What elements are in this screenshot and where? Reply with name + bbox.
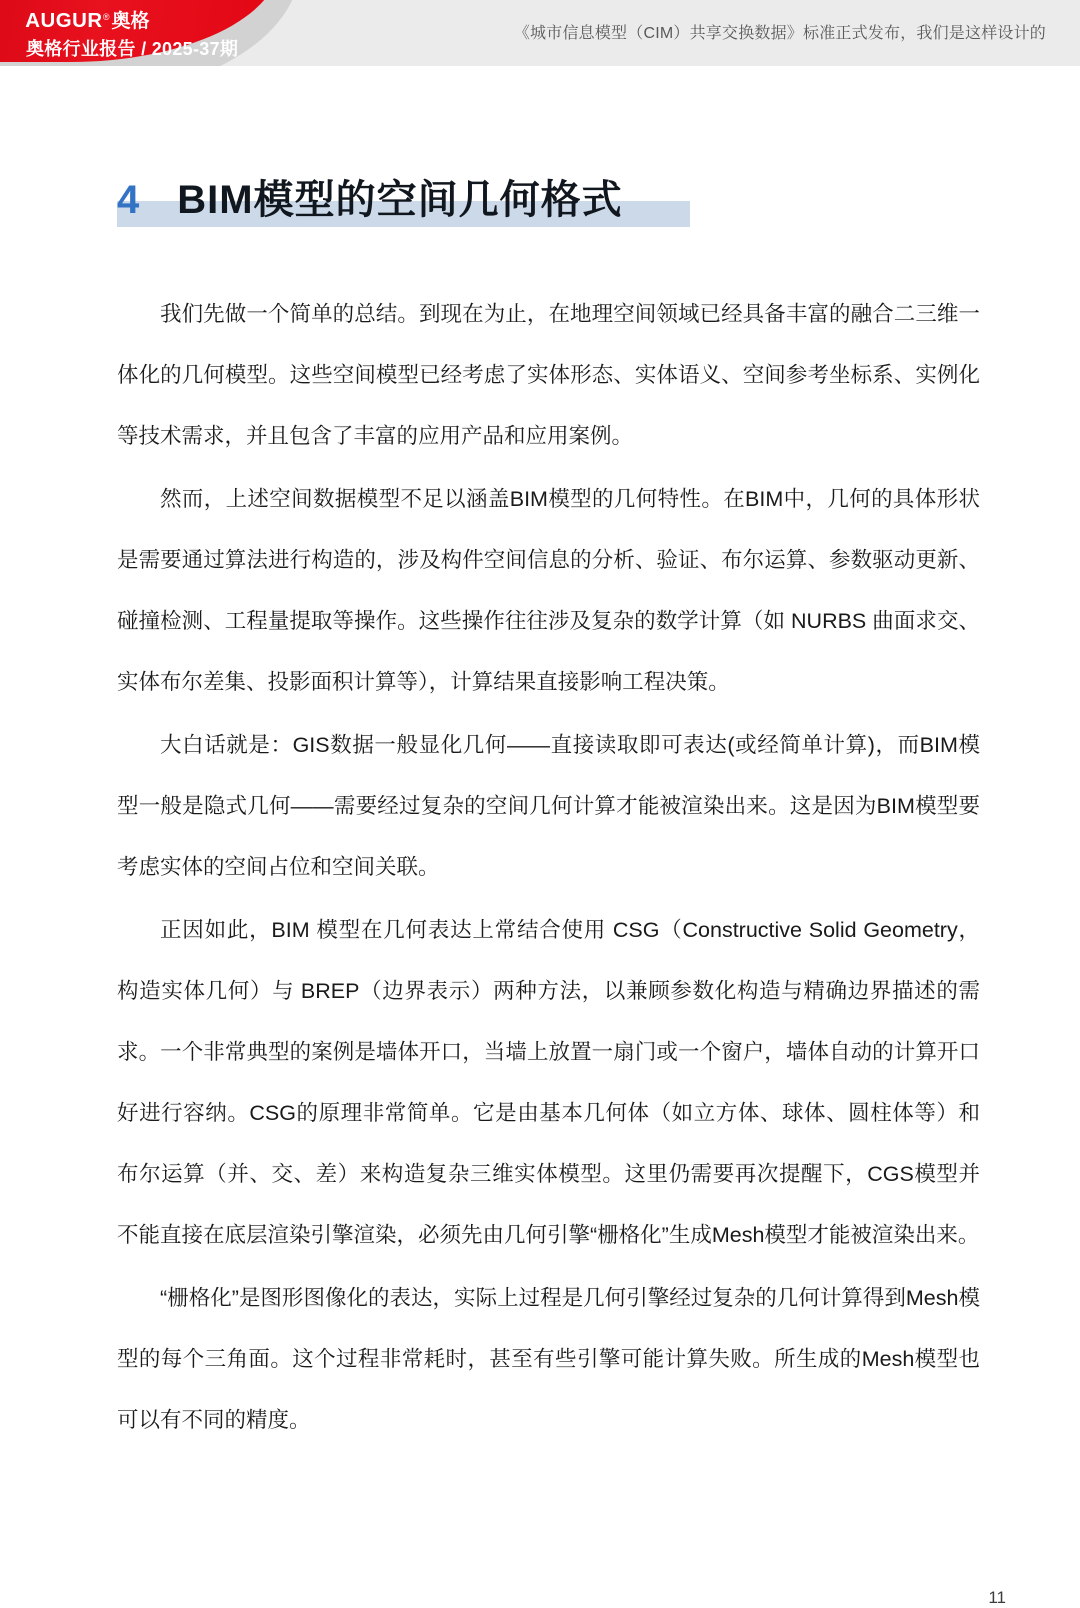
section-title: BIM模型的空间几何格式 xyxy=(177,178,623,222)
running-header-title: 《城市信息模型（CIM）共享交换数据》标准正式发布，我们是这样设计的 xyxy=(513,25,1046,42)
page-number: 11 xyxy=(988,1588,1006,1607)
logo-row xyxy=(26,6,266,30)
report-issue-label: 奥格行业报告 / 2025-37期 xyxy=(26,39,239,59)
paragraph: 然而，上述空间数据模型不足以涵盖BIM模型的几何特性。在BIM中，几何的具体形状是需要通过算法进行构造的，涉及构件空间信息的分析、验证、布尔运算、参数驱动更新、碰撞检测、工程量提取等操作。这些操作往往涉及复杂的数学计算（如 NURBS 曲面求交、实体布尔差集、投影面积计算等），计算结果直接影响工程决策。 xyxy=(117,487,980,694)
section-heading xyxy=(0,164,1080,236)
body-copy xyxy=(117,284,980,1451)
page-header xyxy=(0,0,1080,66)
logo-wordmark-cn: 奥格 xyxy=(111,11,150,32)
registered-trademark-icon: ® xyxy=(102,12,110,22)
section-number: 4 xyxy=(117,178,140,222)
paragraph: 大白话就是：GIS数据一般显化几何——直接读取即可表达(或经简单计算)，而BIM模型一般是隐式几何——需要经过复杂的空间几何计算才能被渲染出来。这是因为BIM模型要考虑实体的空间占位和空间关联。 xyxy=(117,733,980,879)
page-content xyxy=(0,164,1080,1607)
paragraph: 正因如此，BIM 模型在几何表达上常结合使用 CSG（Constructive Solid Geometry，构造实体几何）与 BREP（边界表示）两种方法，以兼顾参数化构造与精确边界描述的需求。一个非常典型的案例是墙体开口，当墙上放置一扇门或一个窗户，墙体自动的计算开口好进行容纳。CSG的原理非常简单。它是由基本几何体（如立方体、球体、圆柱体等）和布尔运算（并、交、差）来构造复杂三维实体模型。这里仍需要再次提醒下，CGS模型并不能直接在底层渲染引擎渲染，必须先由几何引擎“栅格化”生成Mesh模型才能被渲染出来。 xyxy=(117,918,980,1247)
brand-logo-block xyxy=(26,6,266,61)
logo-wordmark: AUGUR xyxy=(25,10,103,32)
paragraph: “栅格化”是图形图像化的表达，实际上过程是几何引擎经过复杂的几何计算得到Mesh模型的每个三角面。这个过程非常耗时，甚至有些引擎可能计算失败。所生成的Mesh模型也可以有不同的精度。 xyxy=(117,1286,980,1432)
paragraph: 我们先做一个简单的总结。到现在为止，在地理空间领域已经具备丰富的融合二三维一体化的几何模型。这些空间模型已经考虑了实体形态、实体语义、空间参考坐标系、实例化等技术需求，并且包含了丰富的应用产品和应用案例。 xyxy=(117,302,980,448)
